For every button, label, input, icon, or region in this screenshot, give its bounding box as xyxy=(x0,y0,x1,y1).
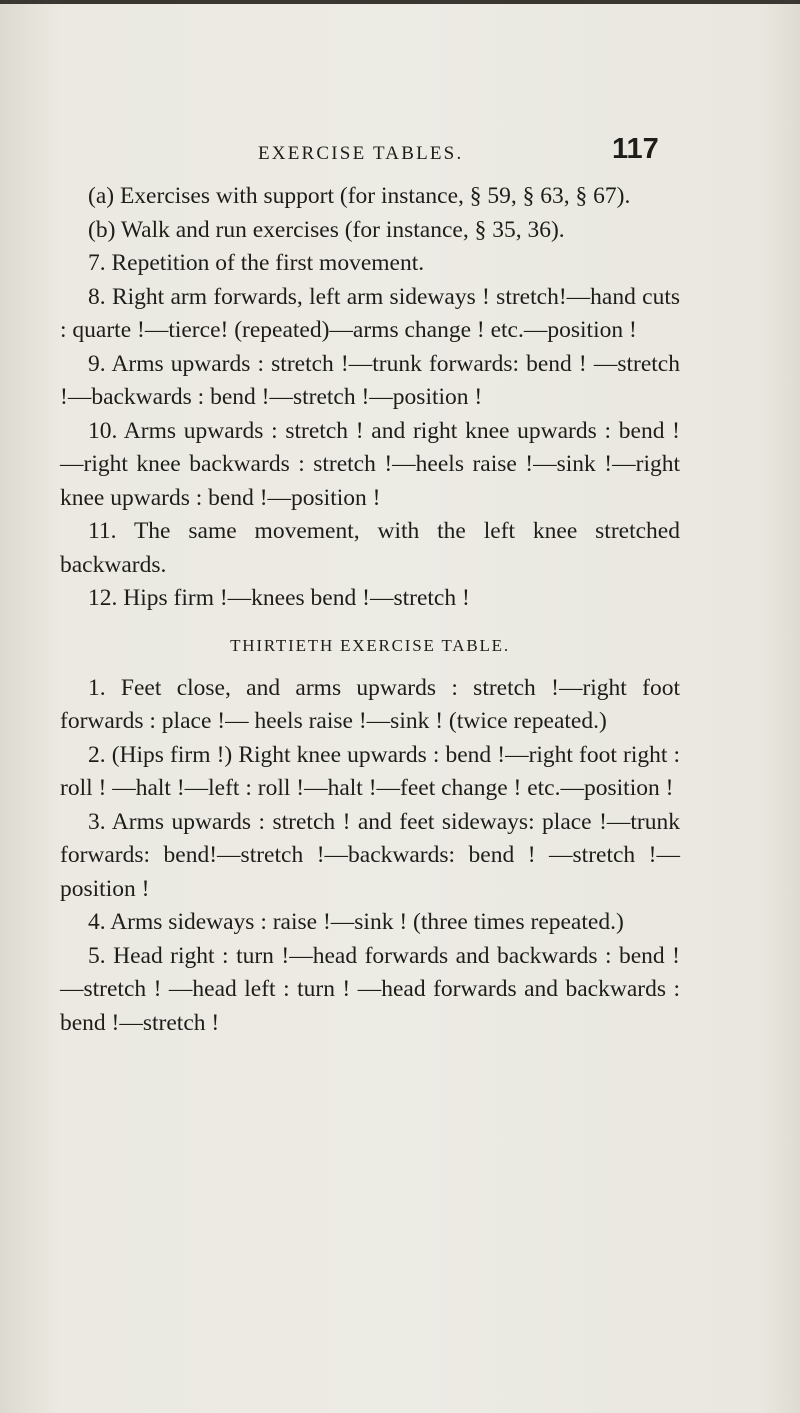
page-number: 117 xyxy=(612,133,659,165)
paragraph-12: 12. Hips firm !—knees bend !—stretch ! xyxy=(88,585,470,611)
table-paragraph-5: 5. Head right : turn !—head forwards and backwards : bend ! —stretch ! —head left : turn ! —head forwards and backwards : bend !—stretch ! xyxy=(60,942,680,1036)
paragraph-b-walk-and-run: (b) Walk and run exercises (for instance, § 35, 36). xyxy=(88,216,565,243)
paragraph-11: 11. The same movement, with the left knee stretched backwards. xyxy=(60,518,680,578)
running-head: EXERCISE TABLES. xyxy=(258,143,464,164)
paragraph-8: 8. Right arm forwards, left arm sideways ! stretch!—hand cuts : quarte !—tierce! (repeated)—arms change ! etc.—position ! xyxy=(60,283,680,343)
table-paragraph-1: 1. Feet close, and arms upwards : stretch !—right foot forwards : place !— heels raise !—sink ! (twice repeated.) xyxy=(60,674,680,734)
page-top-edge xyxy=(0,0,800,4)
paragraph-a-exercises-with-support: (a) Exercises with support (for instance, § 59, § 63, § 67). xyxy=(88,183,631,209)
table-paragraph-4: 4. Arms sideways : raise !—sink ! (three times repeated.) xyxy=(88,909,624,935)
paragraph-10: 10. Arms upwards : stretch ! and right knee upwards : bend !—right knee backwards : stretch !—heels raise !—sink !—right knee upwards : bend !—position ! xyxy=(60,417,680,511)
paragraph-7: 7. Repetition of the first movement. xyxy=(88,250,425,276)
body-text xyxy=(60,180,680,1040)
paragraph-9: 9. Arms upwards : stretch !—trunk forwards: bend ! —stretch !—backwards : bend !—stretch !—position ! xyxy=(60,350,680,410)
page-header xyxy=(0,133,800,173)
section-heading: THIRTIETH EXERCISE TABLE. xyxy=(230,635,510,655)
table-paragraph-2: 2. (Hips firm !) Right knee upwards : bend !—right foot right : roll ! —halt !—left : roll !—halt !—feet change ! etc.—position ! xyxy=(60,741,680,801)
table-paragraph-3: 3. Arms upwards : stretch ! and feet sideways: place !—trunk forwards: bend!—stretch !—backwards: bend ! —stretch !—position ! xyxy=(60,808,680,902)
